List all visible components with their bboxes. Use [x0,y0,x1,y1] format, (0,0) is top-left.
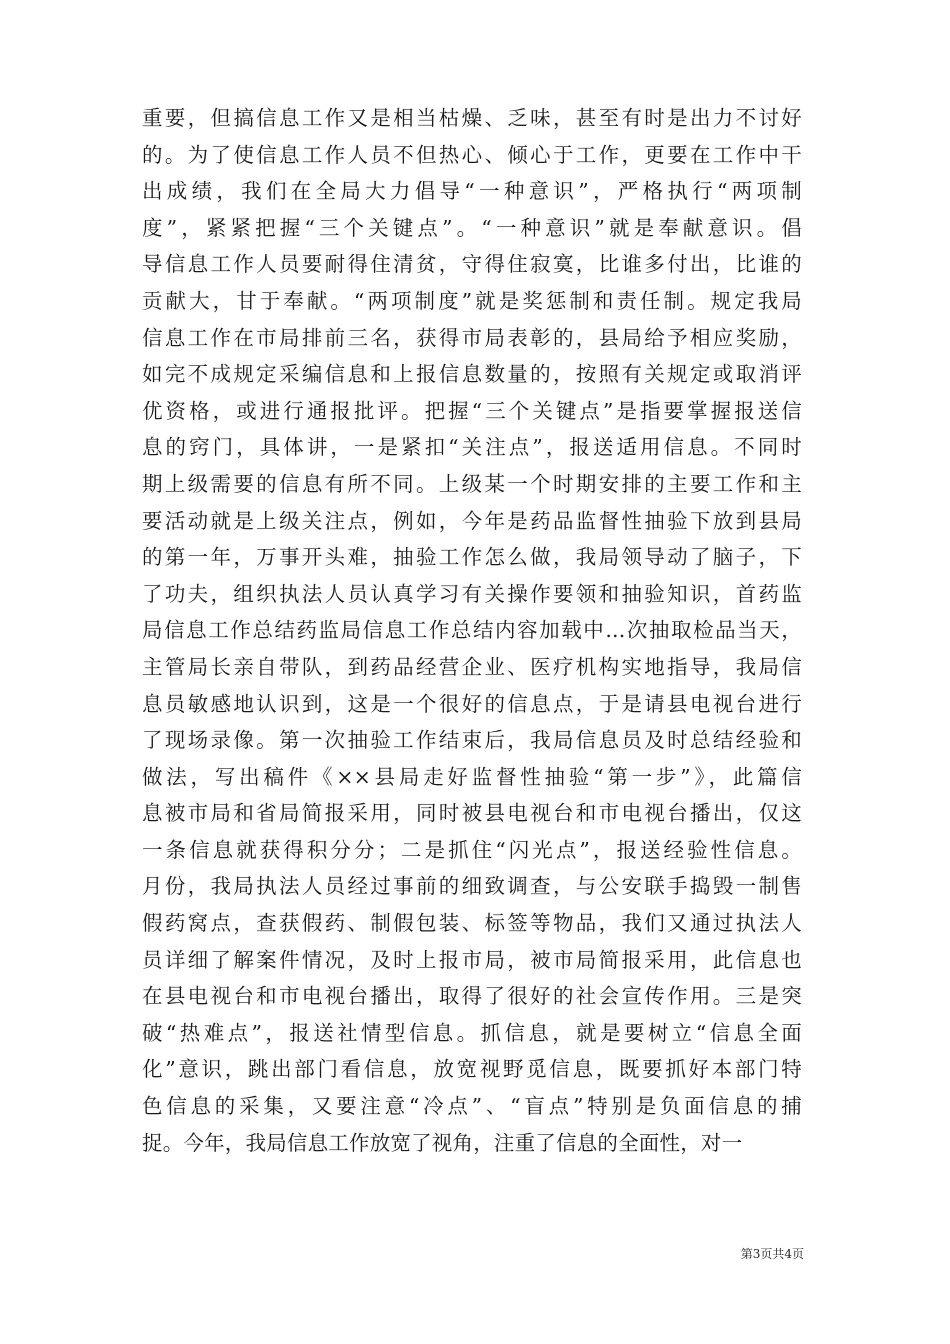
page-number-footer: 第3页共4页 [740,1247,804,1261]
text-line: 度”，紧紧把握“三个关键点”。“一种意识”就是奉献意识。倡 [142,215,802,240]
text-line: 做法，写出稿件《××县局走好监督性抽验“第一步”》，此篇信 [142,764,802,789]
text-line: 月份，我局执法人员经过事前的细致调查，与公安联手捣毁一制售 [142,874,802,899]
body-text [142,100,802,1161]
text-line: 息员敏感地认识到，这是一个很好的信息点，于是请县电视台进行 [142,691,802,716]
text-line: 期上级需要的信息有所不同。上级某一个时期安排的主要工作和主 [142,471,802,496]
text-line: 出成绩，我们在全局大力倡导“一种意识”，严格执行“两项制 [142,179,802,204]
text-line: 在县电视台和市电视台播出，取得了很好的社会宣传作用。三是突 [142,984,802,1009]
text-line: 导信息工作人员要耐得住清贫，守得住寂寞，比谁多付出，比谁的 [142,252,802,277]
text-line: 要活动就是上级关注点，例如，今年是药品监督性抽验下放到县局 [142,508,802,533]
text-line: 了现场录像。第一次抽验工作结束后，我局信息员及时总结经验和 [142,728,802,753]
text-line: 优资格，或进行通报批评。把握“三个关键点”是指要掌握报送信 [142,398,802,423]
text-line: 信息工作在市局排前三名，获得市局表彰的，县局给予相应奖励， [142,325,802,350]
text-line: 的。为了使信息工作人员不但热心、倾心于工作，更要在工作中干 [142,142,802,167]
text-line: 化”意识，跳出部门看信息，放宽视野觅信息，既要抓好本部门特 [142,1057,802,1082]
text-line: 一条信息就获得积分分；二是抓住“闪光点”，报送经验性信息。 [142,837,802,862]
text-line: 如完不成规定采编信息和上报信息数量的，按照有关规定或取消评 [142,362,802,387]
text-line: 息被市局和省局简报采用，同时被县电视台和市电视台播出，仅这 [142,801,802,826]
text-line: 员详细了解案件情况，及时上报市局，被市局简报采用，此信息也 [142,947,802,972]
text-line: 贡献大，甘于奉献。“两项制度”就是奖惩制和责任制。规定我局 [142,288,802,313]
text-line: 息的窍门，具体讲，一是紧扣“关注点”，报送适用信息。不同时 [142,435,802,460]
text-line: 局信息工作总结药监局信息工作总结内容加载中...次抽取检品当天， [142,618,802,643]
text-line: 假药窝点，查获假药、制假包装、标签等物品，我们又通过执法人 [142,911,802,936]
text-line: 主管局长亲自带队，到药品经营企业、医疗机构实地指导，我局信 [142,654,802,679]
text-line: 了功夫，组织执法人员认真学习有关操作要领和抽验知识，首药监 [142,581,802,606]
text-line: 色信息的采集，又要注意“冷点”、“盲点”特别是负面信息的捕 [142,1094,802,1119]
text-line: 破“热难点”，报送社情型信息。抓信息，就是要树立“信息全面 [142,1020,802,1045]
text-line: 重要，但搞信息工作又是相当枯燥、乏味，甚至有时是出力不讨好 [142,106,802,130]
text-line: 的第一年，万事开头难，抽验工作怎么做，我局领导动了脑子，下 [142,545,802,570]
text-line: 捉。今年，我局信息工作放宽了视角，注重了信息的全面性，对一 [142,1130,743,1155]
